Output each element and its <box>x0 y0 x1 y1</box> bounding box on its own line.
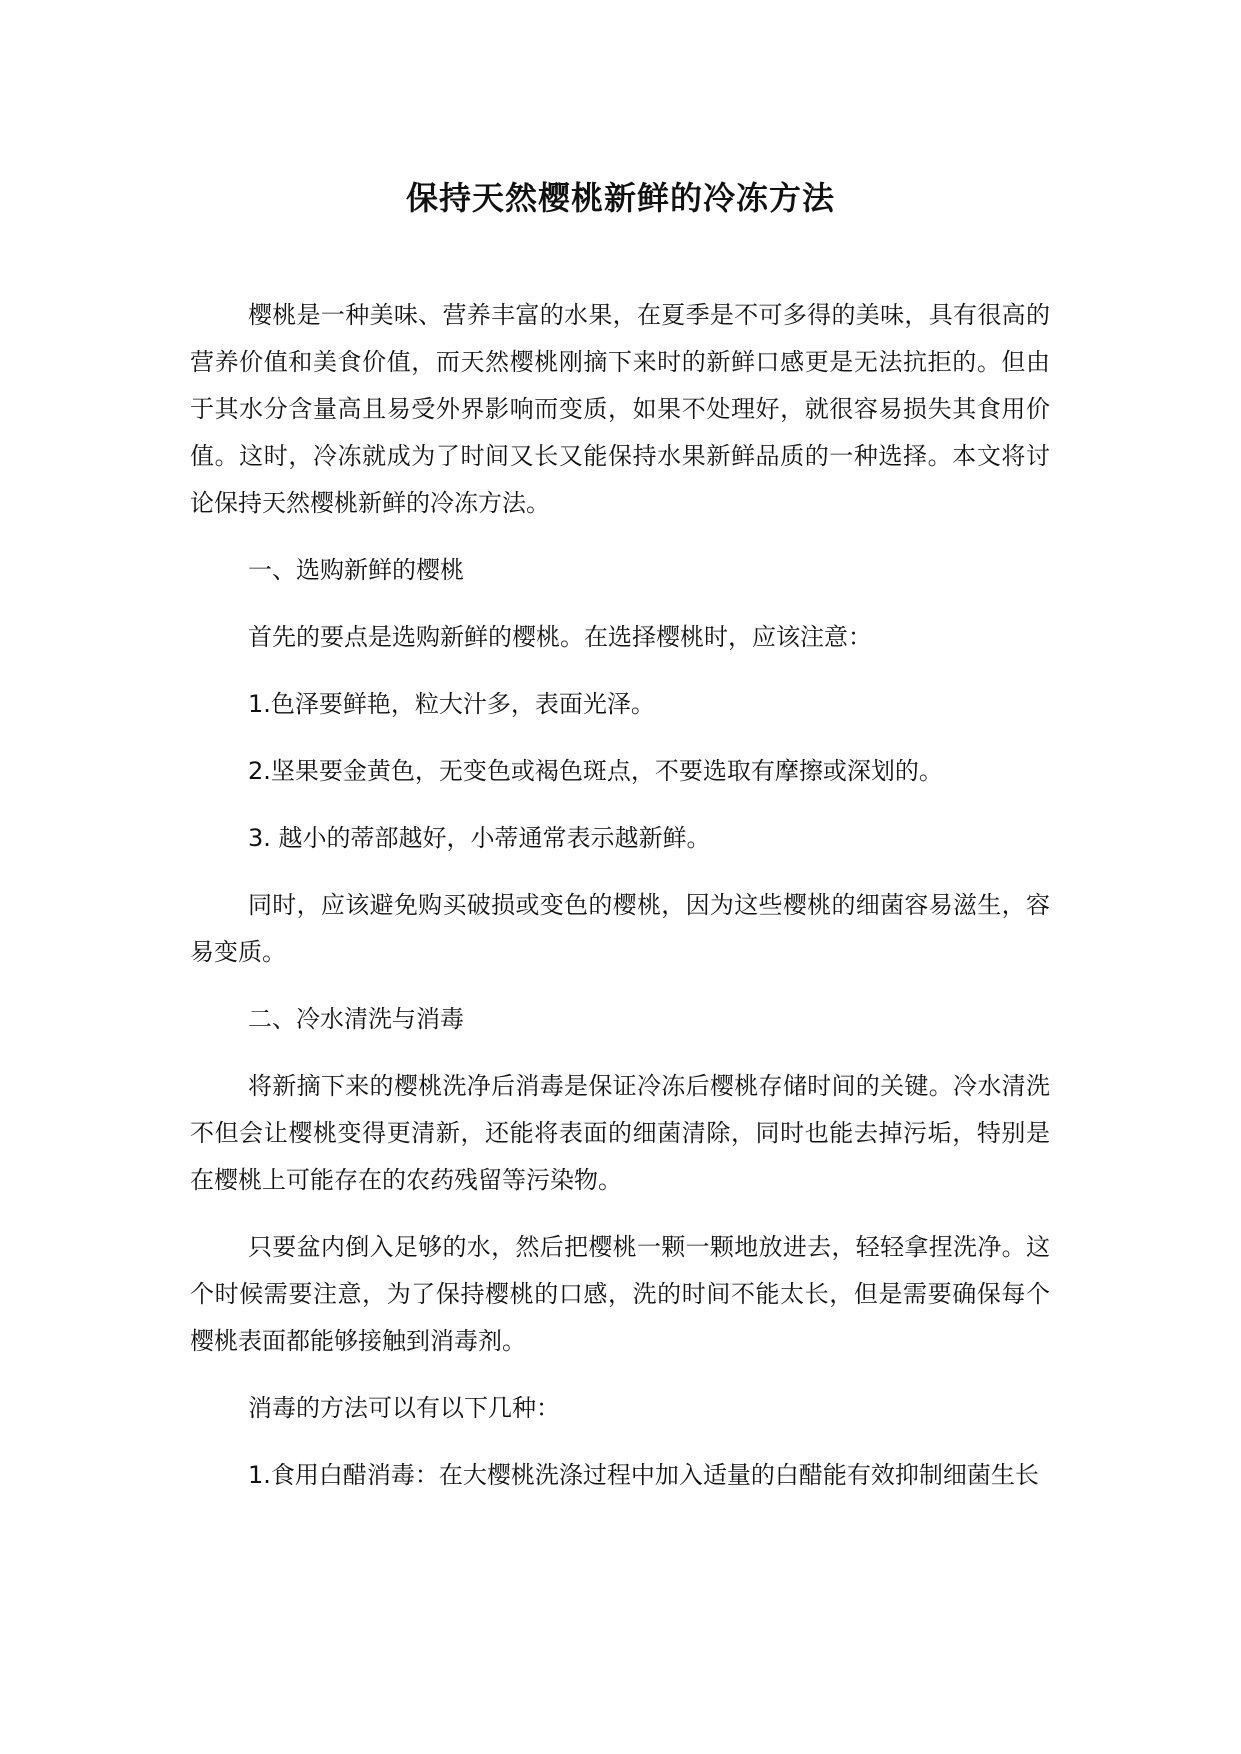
paragraph: 首先的要点是选购新鲜的樱桃。在选择樱桃时，应该注意： <box>248 623 872 651</box>
section-heading-1: 一、选购新鲜的樱桃 <box>248 556 464 584</box>
paragraph: 消毒的方法可以有以下几种： <box>248 1394 560 1422</box>
page-title: 保持天然樱桃新鲜的冷冻方法 <box>405 179 835 217</box>
list-item: 1.色泽要鲜艳，粒大汁多，表面光泽。 <box>248 690 655 718</box>
list-item: 3. 越小的蒂部越好，小蒂通常表示越新鲜。 <box>248 824 711 852</box>
paragraph: 同时，应该避免购买破损或变色的樱桃，因为这些樱桃的细菌容易滋生，容易变质。 <box>190 891 1050 966</box>
section-heading-2: 二、冷水清洗与消毒 <box>248 1005 464 1033</box>
list-item: 1.食用白醋消毒：在大樱桃洗涤过程中加入适量的白醋能有效抑制细菌生长 <box>248 1461 1039 1489</box>
list-item: 2.坚果要金黄色，无变色或褐色斑点，不要选取有摩擦或深划的。 <box>248 757 943 785</box>
paragraph: 将新摘下来的樱桃洗净后消毒是保证冷冻后樱桃存储时间的关键。冷水清洗不但会让樱桃变得更清新，还能将表面的细菌清除，同时也能去掉污垢，特别是在樱桃上可能存在的农药残留等污染物。 <box>190 1072 1050 1194</box>
document-body <box>190 292 1050 1519</box>
paragraph-intro: 樱桃是一种美味、营养丰富的水果，在夏季是不可多得的美味，具有很高的营养价值和美食价值，而天然樱桃刚摘下来时的新鲜口感更是无法抗拒的。但由于其水分含量高且易受外界影响而变质，如果不处理好，就很容易损失其食用价值。这时，冷冻就成为了时间又长又能保持水果新鲜品质的一种选择。本文将讨论保持天然樱桃新鲜的冷冻方法。 <box>190 301 1050 517</box>
paragraph: 只要盆内倒入足够的水，然后把樱桃一颗一颗地放进去，轻轻拿捏洗净。这个时候需要注意，为了保持樱桃的口感，洗的时间不能太长，但是需要确保每个樱桃表面都能够接触到消毒剂。 <box>190 1233 1050 1355</box>
